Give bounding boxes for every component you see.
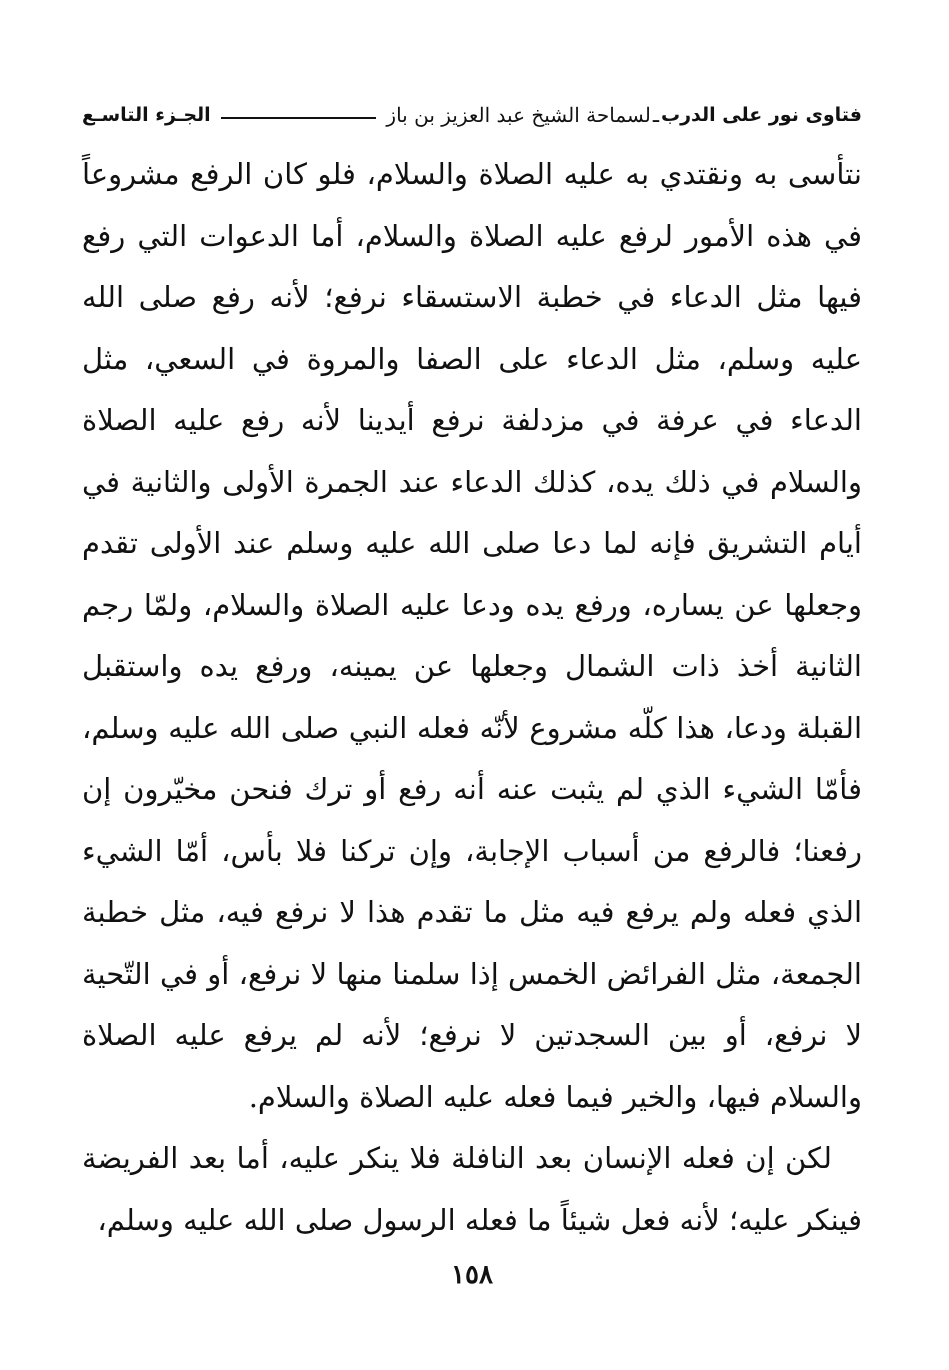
paragraph-2: لكن إن فعله الإنسان بعد النافلة فلا ينكر عليه، أما بعد الفريضة فينكر عليه؛ لأنه فعل شيئاً ما فعله الرسول صلى الله عليه وسلم، [82,1141,862,1237]
header-part-label: الجـزء التاسـع [82,104,211,126]
page-number: ١٥٨ [451,1260,493,1290]
header-rule [221,117,377,119]
header-separator: ـ [652,103,659,127]
body-text [82,144,862,1251]
document-page [82,92,862,1342]
running-header [82,92,862,138]
header-author: لسماحة الشيخ عبد العزيز بن باز [386,103,651,127]
header-book-title: فتاوى نور على الدرب [661,104,862,126]
paragraph-1: نتأسى به ونقتدي به عليه الصلاة والسلام، فلو كان الرفع مشروعاً في هذه الأمور لرفع عليه الصلاة والسلام، أما الدعوات التي رفع فيها مثل الدعاء في خطبة الاستسقاء نرفع؛ لأنه رفع صلى الله عليه وسلم، مثل الدعاء على الصفا والمروة في السعي، مثل الدعاء في عرفة في مزدلفة نرفع أيدينا لأنه رفع عليه الصلاة والسلام في ذلك يده، كذلك الدعاء عند الجمرة الأولى والثانية في أيام التشريق فإنه لما دعا صلى الله عليه وسلم عند الأولى تقدم وجعلها عن يساره، ورفع يده ودعا عليه الصلاة والسلام، ولمّا رجم الثانية أخذ ذات الشمال وجعلها عن يمينه، ورفع يده واستقبل القبلة ودعا، هذا كلّه مشروع لأنّه فعله النبي صلى الله عليه وسلم، فأمّا الشيء الذي لم يثبت عنه أنه رفع أو ترك فنحن مخيّرون إن رفعنا؛ فالرفع من أسباب الإجابة، وإن تركنا فلا بأس، أمّا الشيء الذي فعله ولم يرفع فيه مثل ما تقدم هذا لا نرفع فيه، مثل خطبة الجمعة، مثل الفرائض الخمس إذا سلمنا منها لا نرفع، أو في التّحية لا نرفع، أو بين السجدتين لا نرفع؛ لأنه لم يرفع عليه الصلاة والسلام فيها، والخير فيما فعله عليه الصلاة والسلام. [82,157,862,1114]
